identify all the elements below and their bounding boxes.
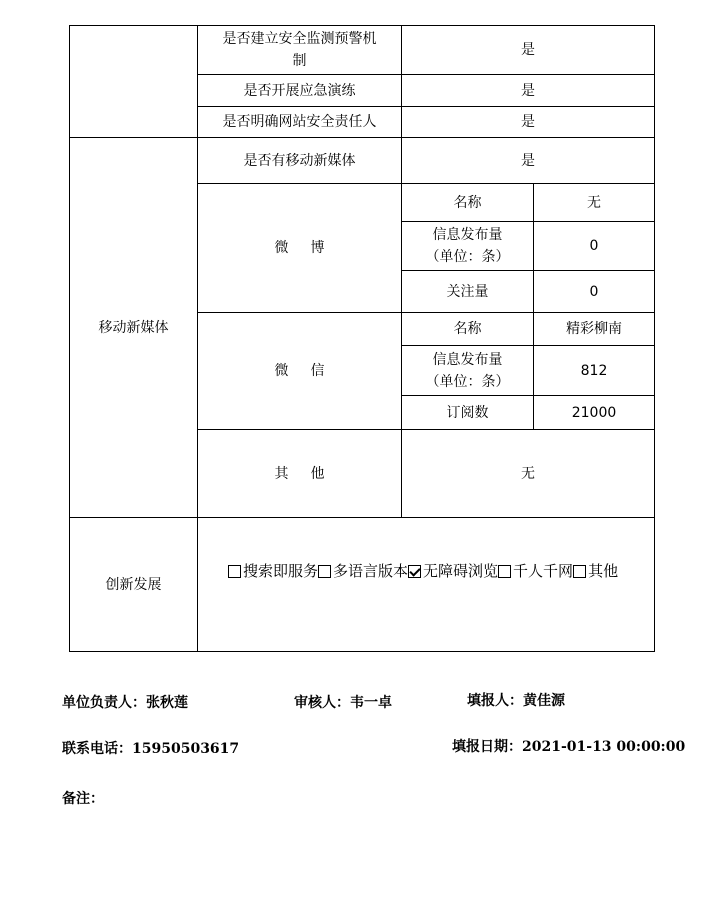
fill-date: 填报日期：2021-01-13 00:00:00	[452, 739, 686, 755]
wechat-subs-label: 订阅数	[402, 396, 534, 430]
weibo-posts-label: 信息发布量 （单位：条）	[402, 222, 534, 271]
option-accessibility[interactable]: 无障碍浏览	[408, 562, 498, 580]
wechat-subs-value: 21000	[534, 396, 655, 430]
wechat-name-label: 名称	[402, 313, 534, 346]
drill-value: 是	[402, 75, 655, 107]
option-personalized[interactable]: 千人千网	[498, 562, 573, 580]
weibo-name-value: 无	[534, 184, 655, 222]
mobile-media-section-label: 移动新媒体	[70, 138, 198, 518]
unit-head: 单位负责人：张秋莲	[62, 695, 188, 711]
innovation-label: 创新发展	[70, 518, 198, 652]
option-other[interactable]: 其他	[573, 562, 618, 580]
option-multilingual[interactable]: 多语言版本	[318, 562, 408, 580]
wechat-posts-value: 812	[534, 346, 655, 396]
weibo-name-label: 名称	[402, 184, 534, 222]
has-mobile-media-label: 是否有移动新媒体	[198, 138, 402, 184]
remark-label: 备注：	[62, 791, 104, 807]
table-row	[70, 26, 655, 75]
table-row	[70, 138, 655, 184]
wechat-name-value: 精彩柳南	[534, 313, 655, 346]
checkbox-icon[interactable]	[498, 565, 511, 578]
other-media-value: 无	[402, 430, 655, 518]
responsible-value: 是	[402, 107, 655, 138]
filler: 填报人：黄佳源	[467, 693, 565, 709]
report-table	[69, 25, 655, 652]
checkbox-icon[interactable]	[228, 565, 241, 578]
other-media-label: 其 他	[198, 430, 402, 518]
monitoring-label: 是否建立安全监测预警机制	[198, 26, 402, 75]
wechat-posts-label: 信息发布量 （单位：条）	[402, 346, 534, 396]
weibo-followers-label: 关注量	[402, 271, 534, 313]
monitoring-value: 是	[402, 26, 655, 75]
reviewer: 审核人：韦一卓	[294, 695, 392, 711]
weibo-followers-value: 0	[534, 271, 655, 313]
drill-label: 是否开展应急演练	[198, 75, 402, 107]
option-search-service[interactable]: 搜索即服务	[228, 562, 318, 580]
checkbox-checked-icon[interactable]	[408, 565, 421, 578]
security-section-cell	[70, 26, 198, 138]
responsible-label: 是否明确网站安全责任人	[198, 107, 402, 138]
checkbox-icon[interactable]	[573, 565, 586, 578]
weibo-label: 微 博	[198, 184, 402, 313]
wechat-label: 微 信	[198, 313, 402, 430]
has-mobile-media-value: 是	[402, 138, 655, 184]
contact-phone: 联系电话：15950503617	[62, 741, 240, 757]
weibo-posts-value: 0	[534, 222, 655, 271]
table-row	[70, 518, 655, 652]
checkbox-icon[interactable]	[318, 565, 331, 578]
innovation-options	[198, 518, 655, 652]
